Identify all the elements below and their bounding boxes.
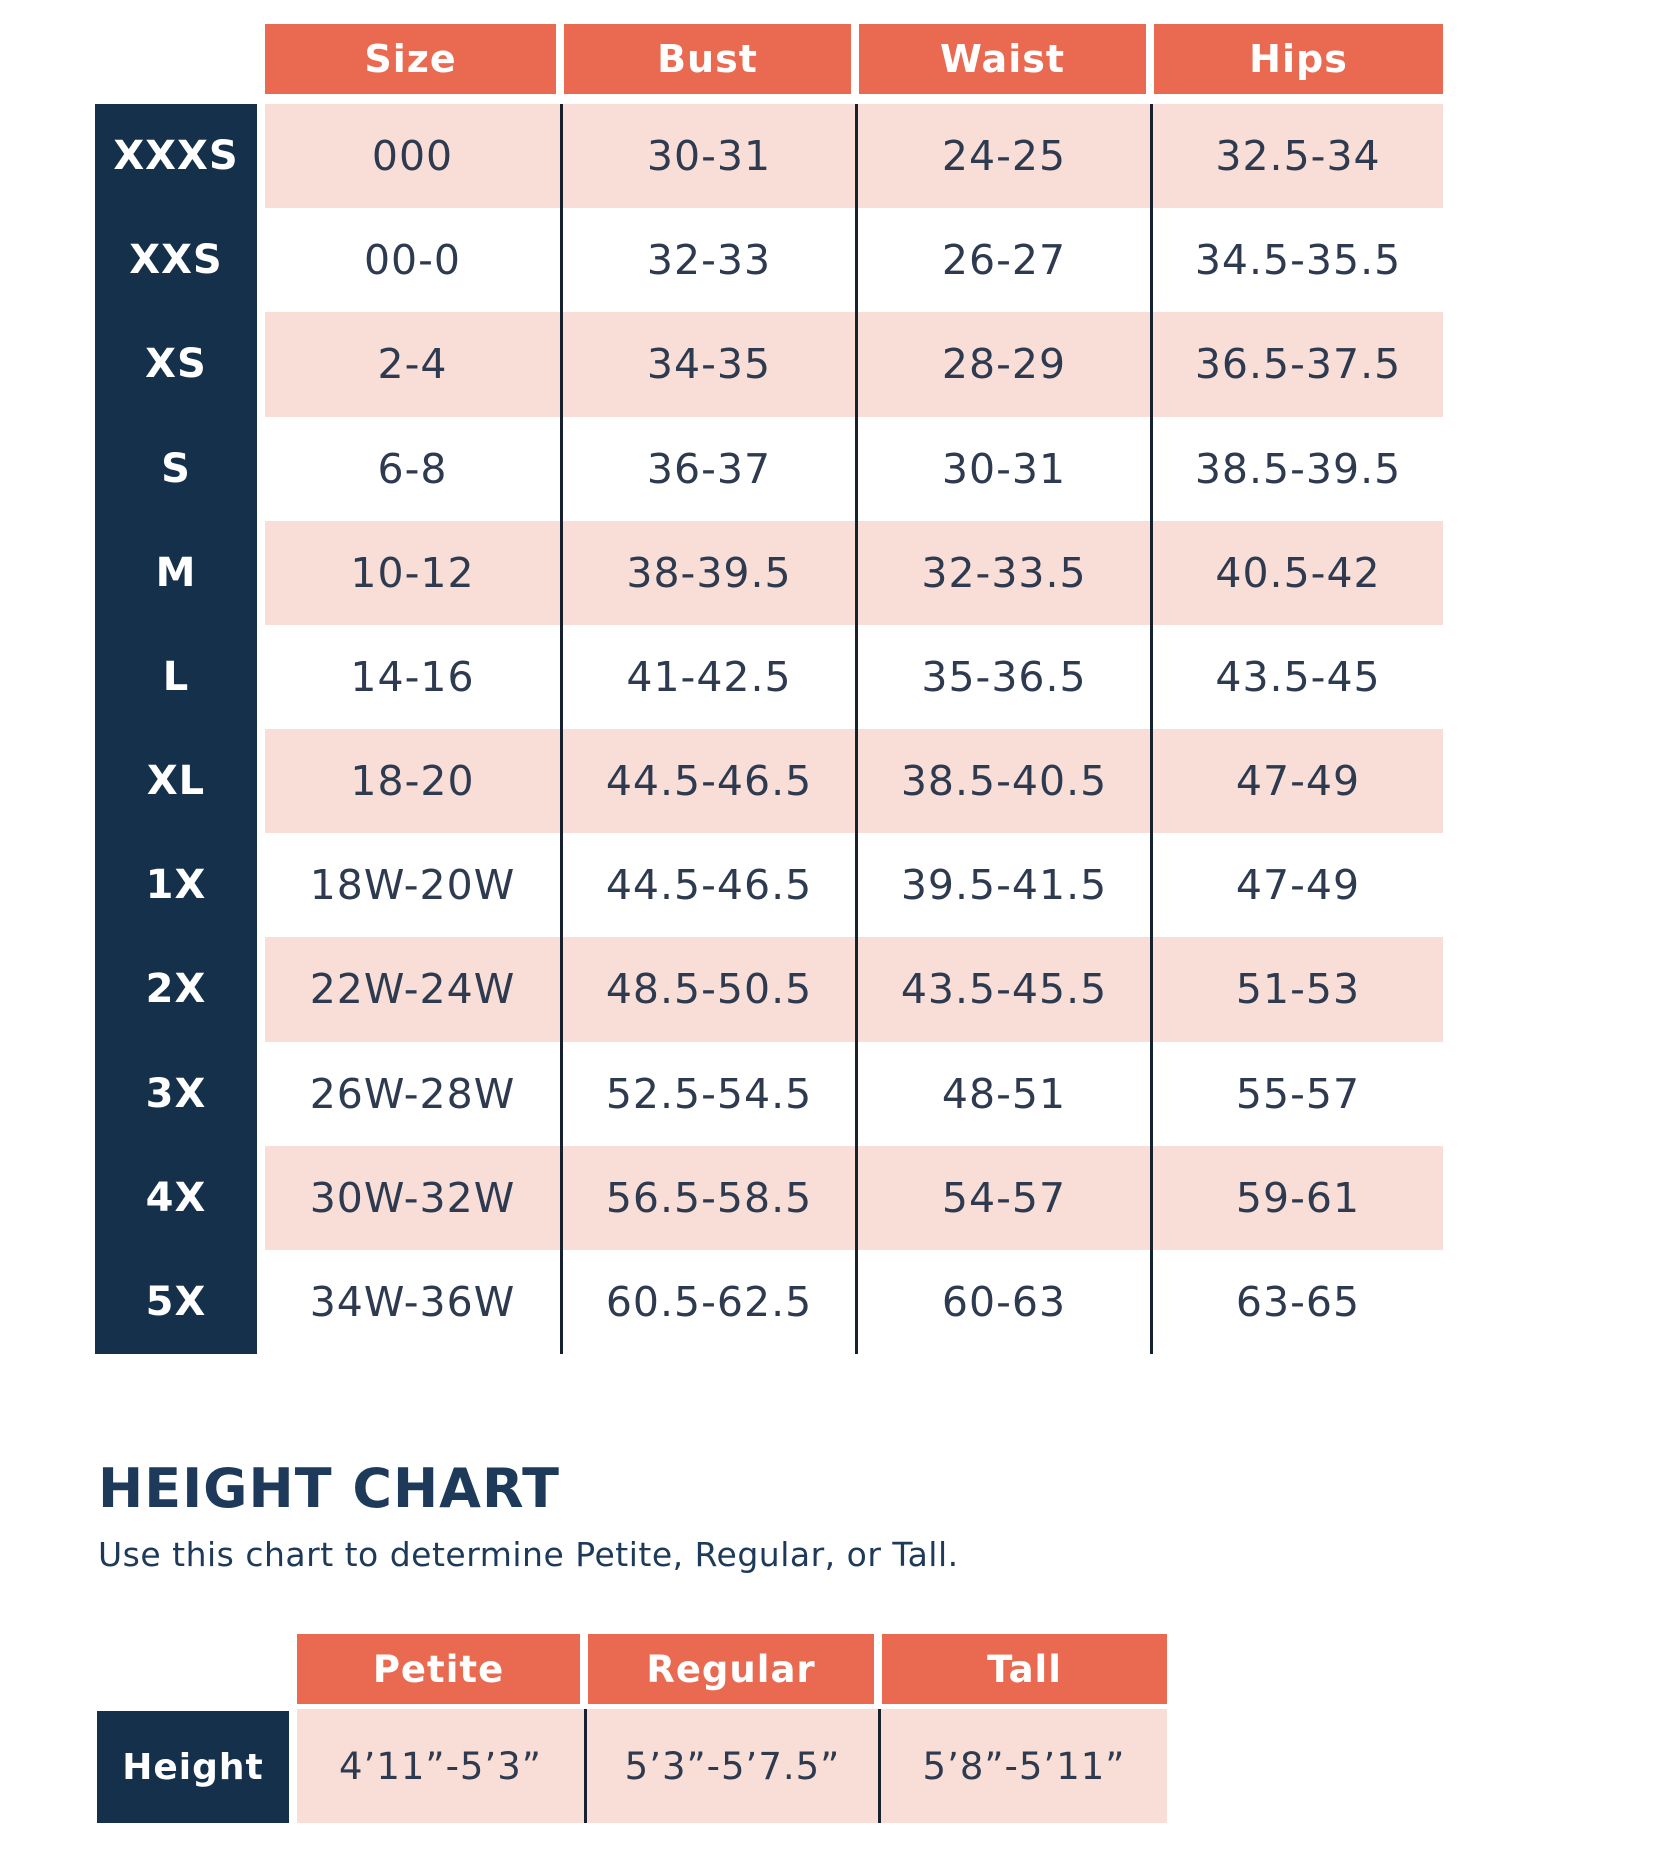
size-table-row: [265, 312, 1443, 416]
height-chart-title: HEIGHT CHART: [98, 1457, 560, 1520]
height-table-body: [297, 1709, 1167, 1823]
size-cell-size: 14-16: [350, 652, 475, 701]
size-cell-hips: 51-53: [1150, 937, 1443, 1041]
size-table-row: [265, 208, 1443, 312]
size-table-row: [265, 937, 1443, 1041]
height-cell-regular: 5’3”-5’7.5”: [584, 1709, 878, 1823]
size-cell-size: 2-4: [377, 340, 448, 389]
size-cell-bust: 48.5-50.5: [560, 937, 855, 1041]
size-cell-waist: 54-57: [855, 1146, 1150, 1250]
size-cell-hips: 40.5-42: [1150, 521, 1443, 625]
size-cell-waist: 60-63: [855, 1250, 1150, 1354]
size-cell-bust: 60.5-62.5: [560, 1250, 855, 1354]
size-cell-hips: 38.5-39.5: [1150, 417, 1443, 521]
size-table-row: [265, 1146, 1443, 1250]
size-table-row: [265, 625, 1443, 729]
size-table-row: [265, 729, 1443, 833]
size-cell-bust: 41-42.5: [560, 625, 855, 729]
size-cell-bust: 52.5-54.5: [560, 1042, 855, 1146]
height-table-header-petite: Petite: [297, 1634, 580, 1704]
size-row-label: XS: [145, 341, 207, 388]
size-cell-hips: 59-61: [1150, 1146, 1443, 1250]
size-cell-waist: 38.5-40.5: [855, 729, 1150, 833]
size-table-row: [265, 417, 1443, 521]
size-cell-size: 10-12: [350, 548, 475, 597]
size-cell-size: 22W-24W: [309, 965, 516, 1014]
size-cell-size: 18W-20W: [309, 861, 516, 910]
size-cell-size: 34W-36W: [309, 1277, 516, 1326]
size-cell-bust: 38-39.5: [560, 521, 855, 625]
size-row-label: XXS: [129, 237, 223, 284]
size-table-body: [265, 104, 1443, 1354]
size-cell-waist: 26-27: [855, 208, 1150, 312]
size-cell-waist: 24-25: [855, 104, 1150, 208]
size-cell-waist: 43.5-45.5: [855, 937, 1150, 1041]
size-cell-hips: 47-49: [1150, 833, 1443, 937]
size-row-label: XL: [146, 758, 206, 805]
size-cell-size: 18-20: [350, 757, 475, 806]
size-row-label: S: [161, 445, 191, 492]
size-cell-size: 30W-32W: [309, 1173, 516, 1222]
size-table-row: [265, 104, 1443, 208]
size-table-header-hips: Hips: [1154, 24, 1443, 94]
size-cell-size: 000: [371, 132, 454, 181]
size-row-label: 5X: [145, 1278, 207, 1325]
size-cell-hips: 47-49: [1150, 729, 1443, 833]
size-cell-bust: 44.5-46.5: [560, 729, 855, 833]
size-table-row-labels: [95, 104, 257, 1354]
size-table-header-waist: Waist: [859, 24, 1146, 94]
height-chart-subtitle: Use this chart to determine Petite, Regular, or Tall.: [98, 1535, 959, 1574]
size-cell-bust: 56.5-58.5: [560, 1146, 855, 1250]
size-table-header-bust: Bust: [564, 24, 851, 94]
size-cell-size: 6-8: [377, 444, 448, 493]
size-table-row: [265, 1250, 1443, 1354]
height-cell-tall: 5’8”-5’11”: [878, 1709, 1167, 1823]
height-cell-petite: 4’11”-5’3”: [339, 1744, 542, 1788]
size-cell-hips: 36.5-37.5: [1150, 312, 1443, 416]
height-table-header-tall: Tall: [882, 1634, 1167, 1704]
size-row-label: L: [162, 653, 190, 700]
size-cell-bust: 30-31: [560, 104, 855, 208]
size-cell-hips: 55-57: [1150, 1042, 1443, 1146]
size-cell-bust: 32-33: [560, 208, 855, 312]
size-row-label: 2X: [145, 966, 207, 1013]
size-row-label: 1X: [145, 862, 207, 909]
size-row-label: 3X: [145, 1070, 207, 1117]
size-row-label: M: [155, 549, 197, 596]
size-cell-waist: 39.5-41.5: [855, 833, 1150, 937]
size-row-label: 4X: [145, 1174, 207, 1221]
size-row-label: XXXS: [113, 133, 239, 180]
size-cell-hips: 34.5-35.5: [1150, 208, 1443, 312]
size-cell-bust: 36-37: [560, 417, 855, 521]
size-cell-waist: 48-51: [855, 1042, 1150, 1146]
size-cell-waist: 32-33.5: [855, 521, 1150, 625]
size-cell-waist: 35-36.5: [855, 625, 1150, 729]
size-table-row: [265, 521, 1443, 625]
size-cell-hips: 32.5-34: [1150, 104, 1443, 208]
size-cell-size: 00-0: [363, 236, 462, 285]
size-cell-size: 26W-28W: [309, 1069, 516, 1118]
size-cell-waist: 30-31: [855, 417, 1150, 521]
size-cell-hips: 43.5-45: [1150, 625, 1443, 729]
size-cell-bust: 34-35: [560, 312, 855, 416]
size-table-row: [265, 833, 1443, 937]
size-cell-waist: 28-29: [855, 312, 1150, 416]
size-table-header-size: Size: [265, 24, 556, 94]
height-table-header-regular: Regular: [588, 1634, 874, 1704]
size-cell-hips: 63-65: [1150, 1250, 1443, 1354]
height-table-row-label: Height: [97, 1711, 289, 1823]
size-table-row: [265, 1042, 1443, 1146]
size-cell-bust: 44.5-46.5: [560, 833, 855, 937]
